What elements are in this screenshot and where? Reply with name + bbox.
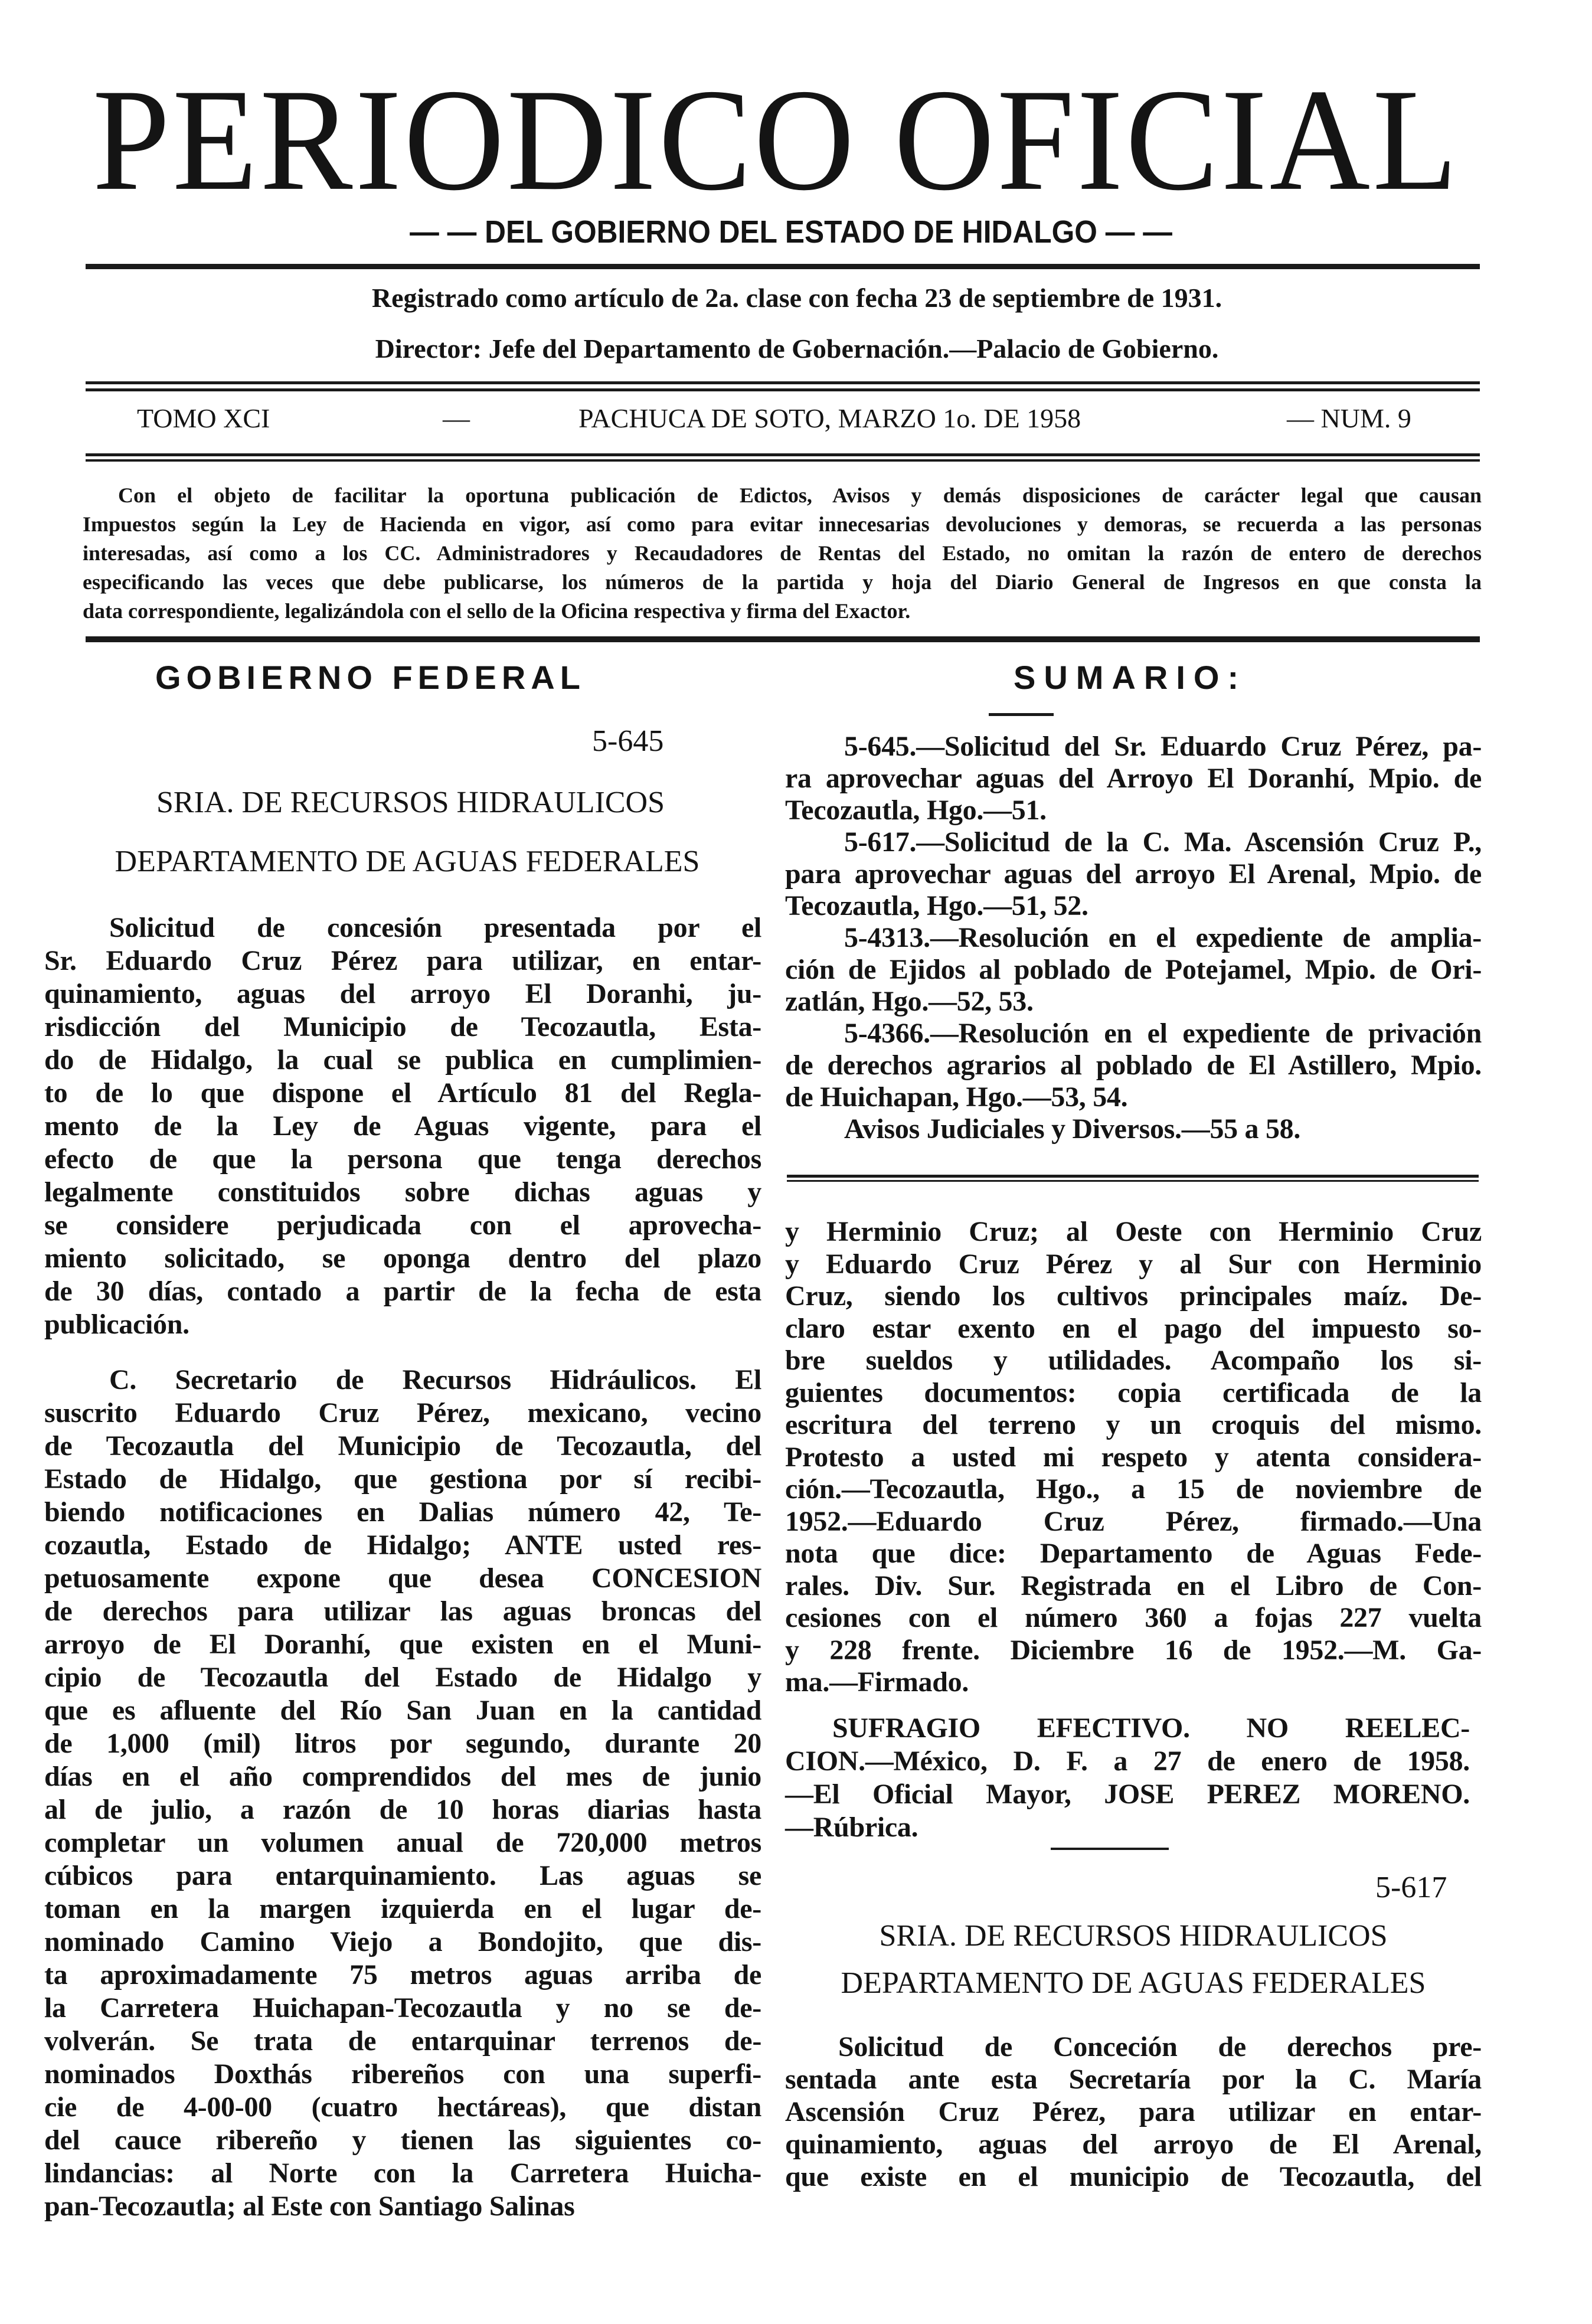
divider (989, 713, 1054, 716)
text-line: risdicción del Municipio de Tecozautla, Esta- (44, 1011, 761, 1042)
text-line: y Herminio Cruz; al Oeste con Herminio Cruz (785, 1216, 1482, 1247)
text-line: C. Secretario de Recursos Hidráulicos. El (109, 1364, 761, 1395)
text-line: Solicitud de Conceción de derechos pre- (838, 2031, 1482, 2062)
text-line: especificando las veces que debe publicarse, los números de la partida y hoja del Diario General de Ingresos en que consta la (83, 570, 1482, 594)
text-line: Protesto a usted mi respeto y atenta considera- (785, 1441, 1482, 1473)
divider (1051, 1848, 1169, 1850)
volume-label: TOMO XCI (137, 403, 270, 433)
text-line: nota que dice: Departamento de Aguas Fede- (785, 1538, 1482, 1569)
text-line: to de lo que dispone el Artículo 81 del Regla- (44, 1077, 761, 1109)
text-line: volverán. Se trata de entarquinar terrenos de- (44, 2025, 761, 2057)
text-line: cúbicos para entarquinamiento. Las aguas se (44, 1860, 761, 1891)
text-line: días en el año comprendidos del mes de junio (44, 1761, 761, 1792)
newspaper-subtitle: — — DEL GOBIERNO DEL ESTADO DE HIDALGO — — (410, 214, 1172, 250)
text-line: toman en la margen izquierda en el lugar de- (44, 1893, 761, 1924)
article-paragraph (785, 2031, 1482, 2193)
text-line: suscrito Eduardo Cruz Pérez, mexicano, vecino (44, 1397, 761, 1429)
divider (86, 388, 1480, 391)
text-line: claro estar exento en el pago del impuesto so- (785, 1312, 1482, 1344)
text-line: Tecozautla, Hgo.—51. (785, 795, 1047, 826)
text-line: y 228 frente. Diciembre 16 de 1952.—M. Ga- (785, 1634, 1482, 1666)
newspaper-title: PERIODICO OFICIAL (92, 59, 1460, 221)
summary-item (785, 922, 1482, 1018)
text-line: sentada ante esta Secretaría por la C. María (785, 2064, 1482, 2095)
text-line: interesadas, así como a los CC. Administradores y Recaudadores de Rentas del Estado, no omitan la razón de entero de derechos (83, 541, 1482, 565)
text-line: ra aprovechar aguas del Arroyo El Doranhí, Mpio. de (785, 763, 1482, 794)
text-line: de derechos agrarios al poblado de El Astillero, Mpio. (785, 1050, 1482, 1081)
divider (787, 1180, 1479, 1182)
text-line: Cruz, siendo los cultivos principales maíz. De- (785, 1280, 1482, 1312)
text-line: Estado de Hidalgo, que gestiona por sí recibi- (44, 1463, 761, 1495)
summary-heading: SUMARIO: (1014, 659, 1247, 696)
text-line: que existe en el municipio de Tecozautla, del (785, 2161, 1482, 2192)
text-line: legalmente constituidos sobre dichas aguas y (44, 1176, 761, 1208)
text-line: nominado Camino Viejo a Bondojito, que dis- (44, 1926, 761, 1957)
text-line: Sr. Eduardo Cruz Pérez para utilizar, en entar- (44, 945, 761, 976)
text-line: petuosamente expone que desea CONCESION (44, 1563, 761, 1594)
text-line: ción.—Tecozautla, Hgo., a 15 de noviembre de (785, 1473, 1482, 1505)
text-line: quinamiento, aguas del arroyo El Doranhi, ju- (44, 978, 761, 1009)
text-line: de 30 días, contado a partir de la fecha de esta (44, 1276, 761, 1307)
text-line: rales. Div. Sur. Registrada en el Libro de Con- (785, 1570, 1482, 1601)
divider (86, 636, 1480, 642)
registration-line: Registrado como artículo de 2a. clase con fecha 23 de septiembre de 1931. (371, 283, 1222, 313)
text-line: cipio de Tecozautla del Estado de Hidalgo y (44, 1662, 761, 1693)
text-line: del cauce ribereño y tienen las siguientes co- (44, 2124, 761, 2156)
summary-item (785, 826, 1482, 922)
text-line: ta aproximadamente 75 metros aguas arriba de (44, 1959, 761, 1990)
summary-item (785, 1113, 1482, 1145)
text-line: SUFRAGIO EFECTIVO. NO REELEC- (832, 1712, 1470, 1744)
text-line: mento de la Ley de Aguas vigente, para el (44, 1110, 761, 1142)
text-line: efecto de que la persona que tenga derechos (44, 1143, 761, 1175)
text-line: Con el objeto de facilitar la oportuna publicación de Edictos, Avisos y demás disposiciones de carácter legal que causan (118, 483, 1482, 507)
text-line: 5-4366.—Resolución en el expediente de privación (844, 1018, 1482, 1049)
department-heading: SRIA. DE RECURSOS HIDRAULICOS (156, 786, 665, 819)
divider (86, 459, 1480, 462)
text-line: de Tecozautla del Municipio de Tecozautla, del (44, 1430, 761, 1462)
edict-number: 5-645 (592, 724, 664, 758)
summary-list (785, 731, 1482, 1145)
text-line: 5-4313.—Resolución en el expediente de amplia- (844, 922, 1482, 953)
text-line: 5-645.—Solicitud del Sr. Eduardo Cruz Pérez, pa- (844, 731, 1482, 762)
text-line: de Huichapan, Hgo.—53, 54. (785, 1081, 1128, 1113)
place-date: PACHUCA DE SOTO, MARZO 1o. DE 1958 (578, 403, 1081, 433)
text-line: —El Oficial Mayor, JOSE PEREZ MORENO. (785, 1779, 1470, 1810)
text-line: lindancias: al Norte con la Carretera Huicha- (44, 2158, 761, 2189)
text-line: y Eduardo Cruz Pérez y al Sur con Herminio (785, 1248, 1482, 1280)
text-line: ción de Ejidos al poblado de Potejamel, Mpio. de Ori- (785, 954, 1482, 985)
text-line: zatlán, Hgo.—52, 53. (785, 986, 1034, 1017)
text-line: —Rúbrica. (785, 1812, 918, 1843)
text-line: ma.—Firmado. (785, 1666, 969, 1698)
text-line: bre sueldos y utilidades. Acompaño los si- (785, 1345, 1482, 1376)
edict-number: 5-617 (1375, 1871, 1447, 1904)
text-line: 5-617.—Solicitud de la C. Ma. Ascensión Cruz P., (844, 826, 1482, 858)
text-line: escritura del terreno y un croquis del mismo. (785, 1409, 1482, 1440)
text-line: Ascensión Cruz Pérez, para utilizar en entar- (785, 2096, 1482, 2127)
text-line: que es afluente del Río San Juan en la cantidad (44, 1695, 761, 1726)
article-paragraph (44, 911, 761, 1341)
divider (86, 264, 1480, 269)
text-line: cie de 4-00-00 (cuatro hectáreas), que distan (44, 2091, 761, 2123)
text-line: nominados Doxthás ribereños con una superfi- (44, 2058, 761, 2090)
text-line: de derechos para utilizar las aguas broncas del (44, 1596, 761, 1627)
text-line: al de julio, a razón de 10 horas diarias hasta (44, 1794, 761, 1825)
text-line: Impuestos según la Ley de Hacienda en vigor, así como para evitar innecesarias devoluciones y demoras, se recuerda a las personas (83, 512, 1482, 536)
closing-signature (785, 1712, 1470, 1844)
separator-dash: — (443, 403, 470, 433)
text-line: pan-Tecozautla; al Este con Santiago Salinas (44, 2191, 575, 2222)
summary-item (785, 1018, 1482, 1113)
text-line: de 1,000 (mil) litros por segundo, durante 20 (44, 1728, 761, 1759)
text-line: Tecozautla, Hgo.—51, 52. (785, 890, 1088, 921)
section-heading: GOBIERNO FEDERAL (155, 659, 586, 696)
divider (787, 1175, 1479, 1178)
legal-notice (83, 481, 1482, 626)
text-line: la Carretera Huichapan-Tecozautla y no se de- (44, 1992, 761, 2024)
text-line: 1952.—Eduardo Cruz Pérez, firmado.—Una (785, 1505, 1482, 1537)
text-line: cesiones con el número 360 a fojas 227 vuelta (785, 1602, 1482, 1633)
text-line: biendo notificaciones en Dalias número 42, Te- (44, 1496, 761, 1528)
article-continuation (785, 1216, 1482, 1699)
divider (86, 381, 1480, 384)
divider (86, 453, 1480, 456)
text-line: guientes documentos: copia certificada de la (785, 1377, 1482, 1408)
issue-number: — NUM. 9 (1287, 403, 1411, 433)
text-line: cozautla, Estado de Hidalgo; ANTE usted res- (44, 1529, 761, 1561)
article-paragraph (44, 1364, 761, 2223)
department-subheading: DEPARTAMENTO DE AGUAS FEDERALES (115, 845, 700, 878)
department-heading: SRIA. DE RECURSOS HIDRAULICOS (879, 1919, 1388, 1953)
director-line: Director: Jefe del Departamento de Gobernación.—Palacio de Gobierno. (375, 334, 1219, 364)
text-line: publicación. (44, 1309, 189, 1340)
text-line: Solicitud de concesión presentada por el (109, 912, 761, 943)
text-line: do de Hidalgo, la cual se publica en cumplimien- (44, 1044, 761, 1076)
text-line: completar un volumen anual de 720,000 metros (44, 1827, 761, 1858)
text-line: arroyo de El Doranhí, que existen en el Muni- (44, 1629, 761, 1660)
text-line: se considere perjudicada con el aprovecha- (44, 1210, 761, 1241)
text-line: para aprovechar aguas del arroyo El Arenal, Mpio. de (785, 858, 1482, 890)
text-line: miento solicitado, se oponga dentro del plazo (44, 1243, 761, 1274)
summary-item (785, 731, 1482, 826)
text-line: data correspondiente, legalizándola con el sello de la Oficina respectiva y firma del Exactor. (83, 599, 911, 623)
text-line: CION.—México, D. F. a 27 de enero de 1958. (785, 1746, 1470, 1777)
text-line: Avisos Judiciales y Diversos.—55 a 58. (844, 1113, 1301, 1145)
text-line: quinamiento, aguas del arroyo de El Arenal, (785, 2129, 1482, 2160)
department-subheading: DEPARTAMENTO DE AGUAS FEDERALES (841, 1966, 1426, 2000)
